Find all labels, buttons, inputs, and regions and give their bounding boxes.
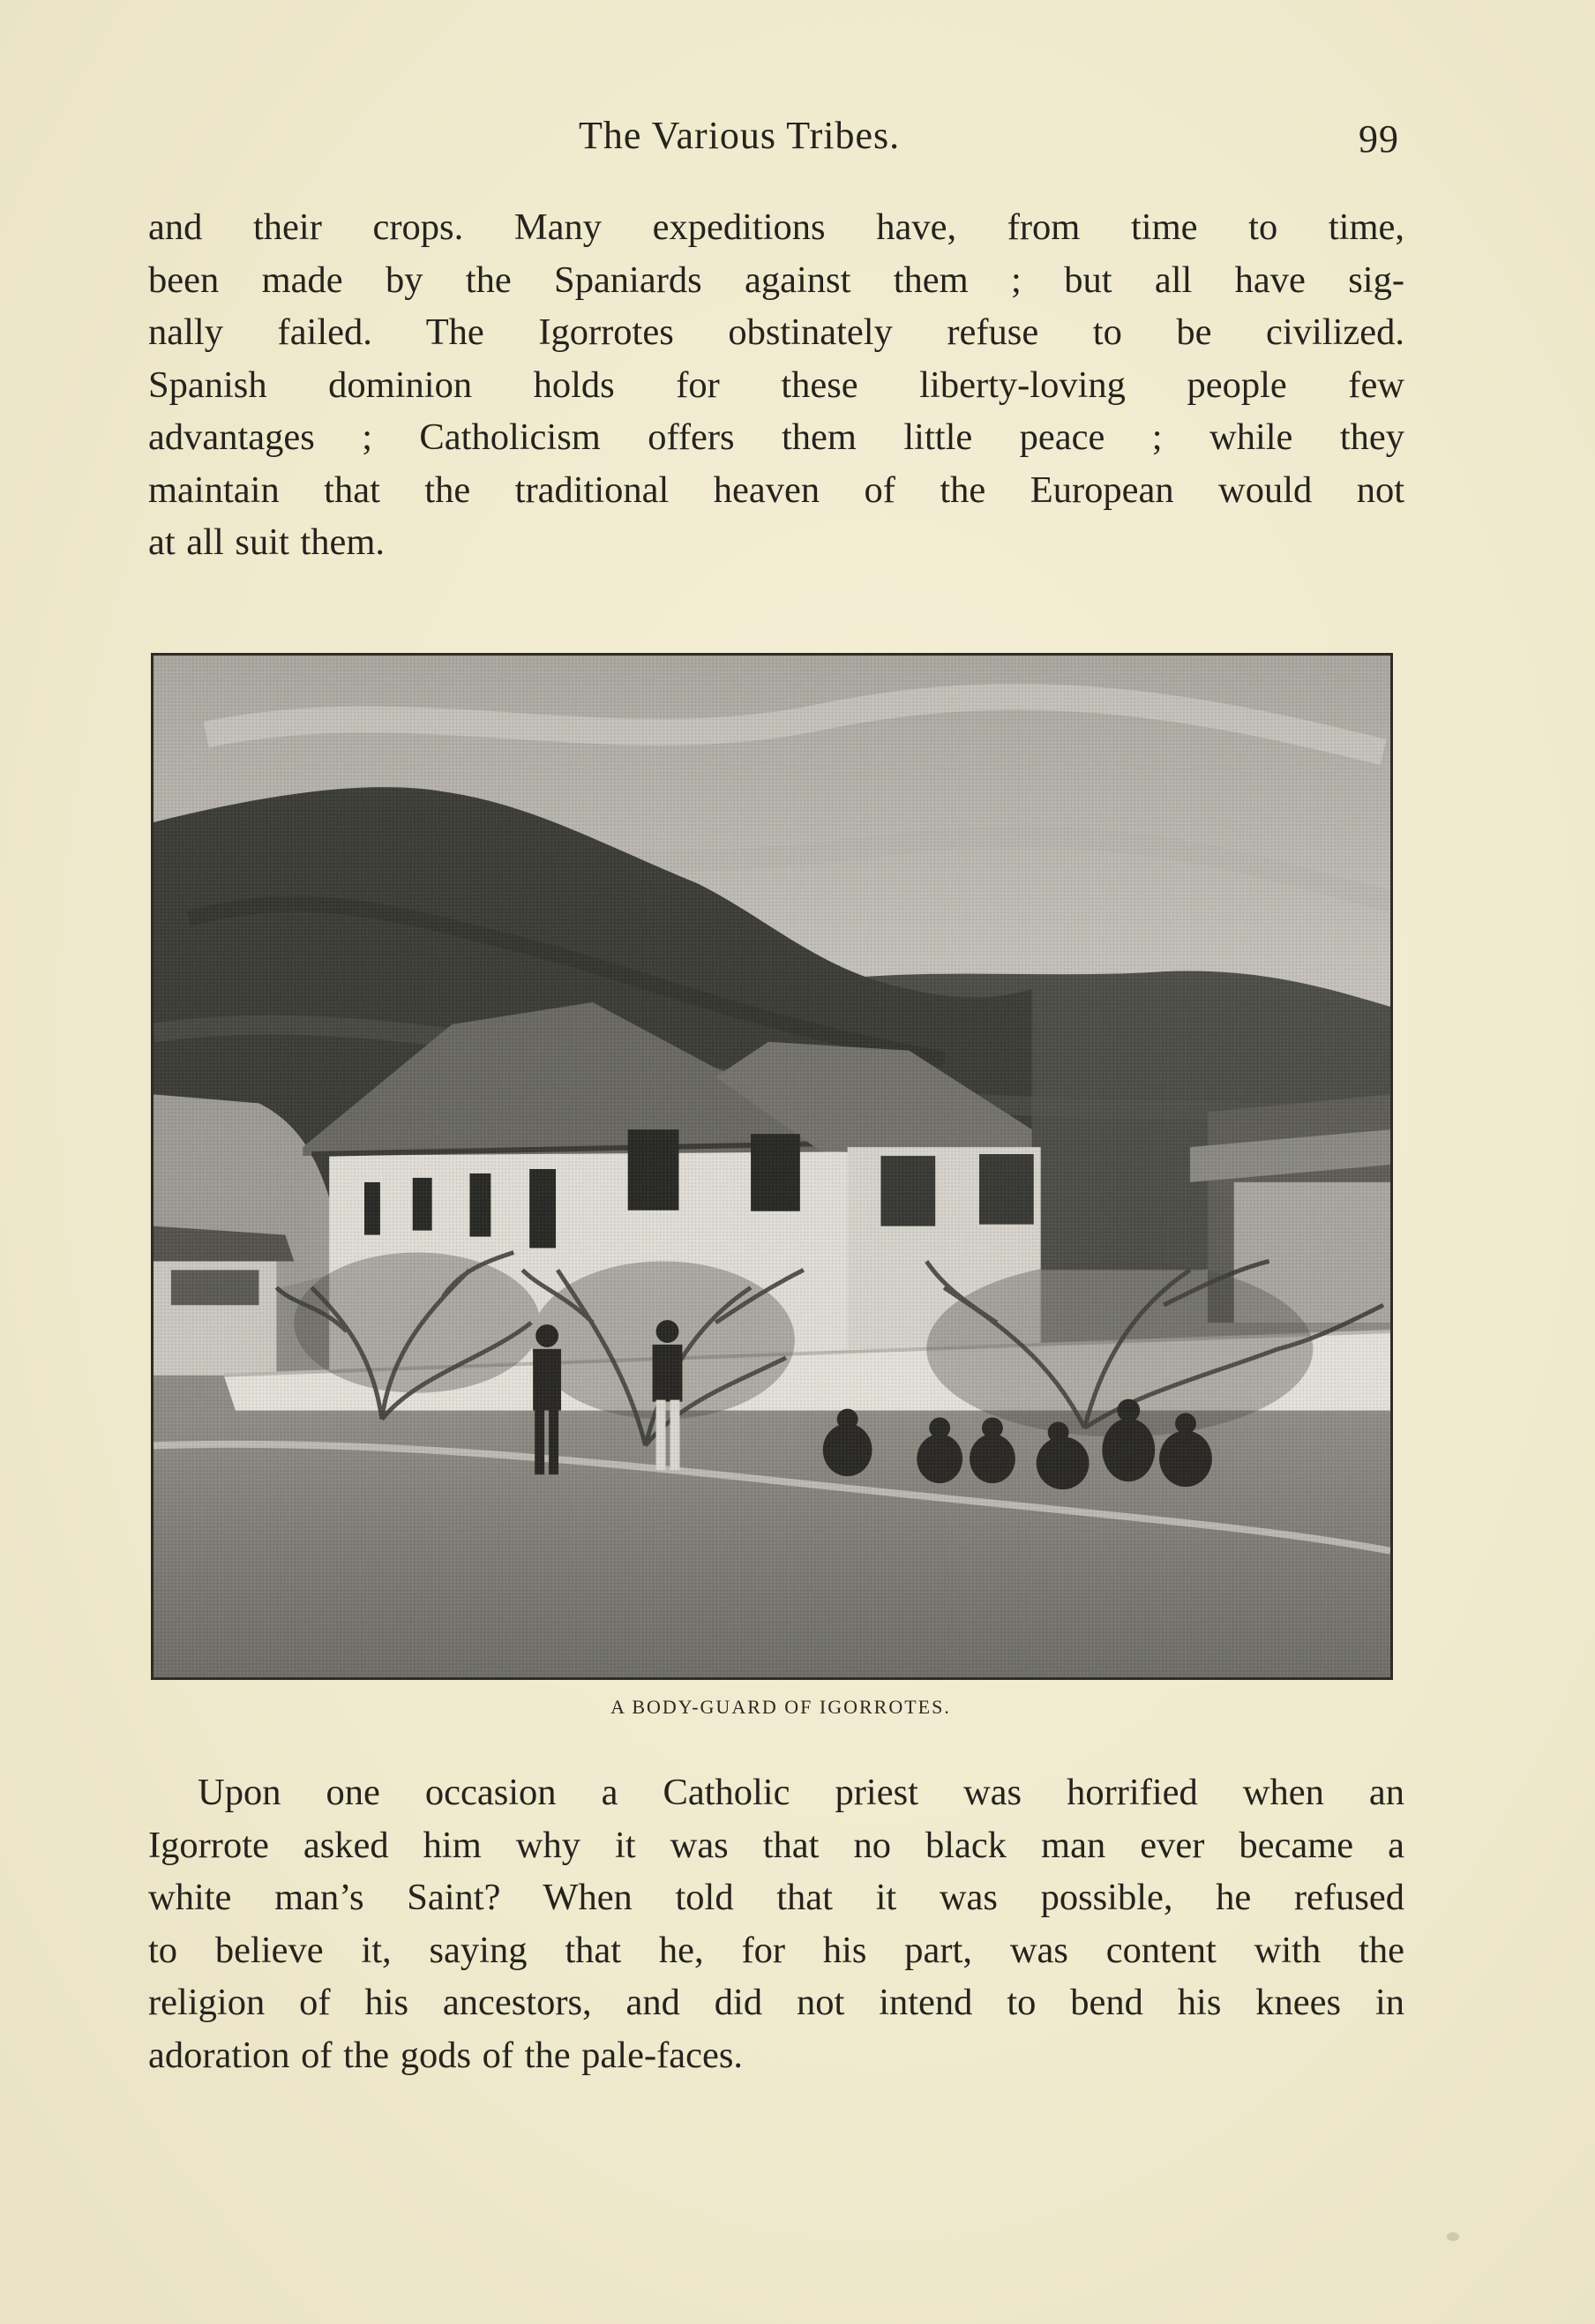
paragraph-line: maintain that the traditional heaven of the European would not bbox=[148, 469, 1404, 511]
halftone-photograph bbox=[151, 653, 1393, 1680]
running-head bbox=[0, 113, 1595, 166]
paragraph-2 bbox=[148, 1766, 1404, 2081]
paragraph-line: at all suit them. bbox=[148, 521, 386, 563]
paragraph-1 bbox=[148, 201, 1404, 569]
paragraph-line: Spanish dominion holds for these liberty-loving people few bbox=[148, 364, 1404, 406]
paragraph-line: white man’s Saint? When told that it was possible, he refused bbox=[148, 1877, 1404, 1918]
page-number: 99 bbox=[1359, 117, 1399, 161]
paragraph-line: religion of his ancestors, and did not intend to bend his knees in bbox=[148, 1982, 1404, 2023]
paragraph-line: and their crops. Many expeditions have, from time to time, bbox=[148, 206, 1404, 248]
paper-stain bbox=[1447, 2232, 1459, 2241]
paragraph-line: nally failed. The Igorrotes obstinately refuse to be civilized. bbox=[148, 311, 1404, 353]
paragraph-line: Upon one occasion a Catholic priest was horrified when an bbox=[198, 1772, 1404, 1813]
paragraph-line: adoration of the gods of the pale-faces. bbox=[148, 2034, 744, 2076]
paragraph-line: been made by the Spaniards against them ; but all have sig- bbox=[148, 259, 1404, 301]
figure-caption: A BODY-GUARD OF IGORROTES. bbox=[610, 1696, 951, 1718]
paragraph-line: advantages ; Catholicism offers them little peace ; while they bbox=[148, 416, 1404, 458]
running-title: The Various Tribes. bbox=[579, 114, 901, 157]
paragraph-line: Igorrote asked him why it was that no black man ever became a bbox=[148, 1824, 1404, 1866]
paragraph-line: to believe it, saying that he, for his part, was content with the bbox=[148, 1929, 1404, 1971]
photograph-illustration bbox=[154, 656, 1390, 1677]
